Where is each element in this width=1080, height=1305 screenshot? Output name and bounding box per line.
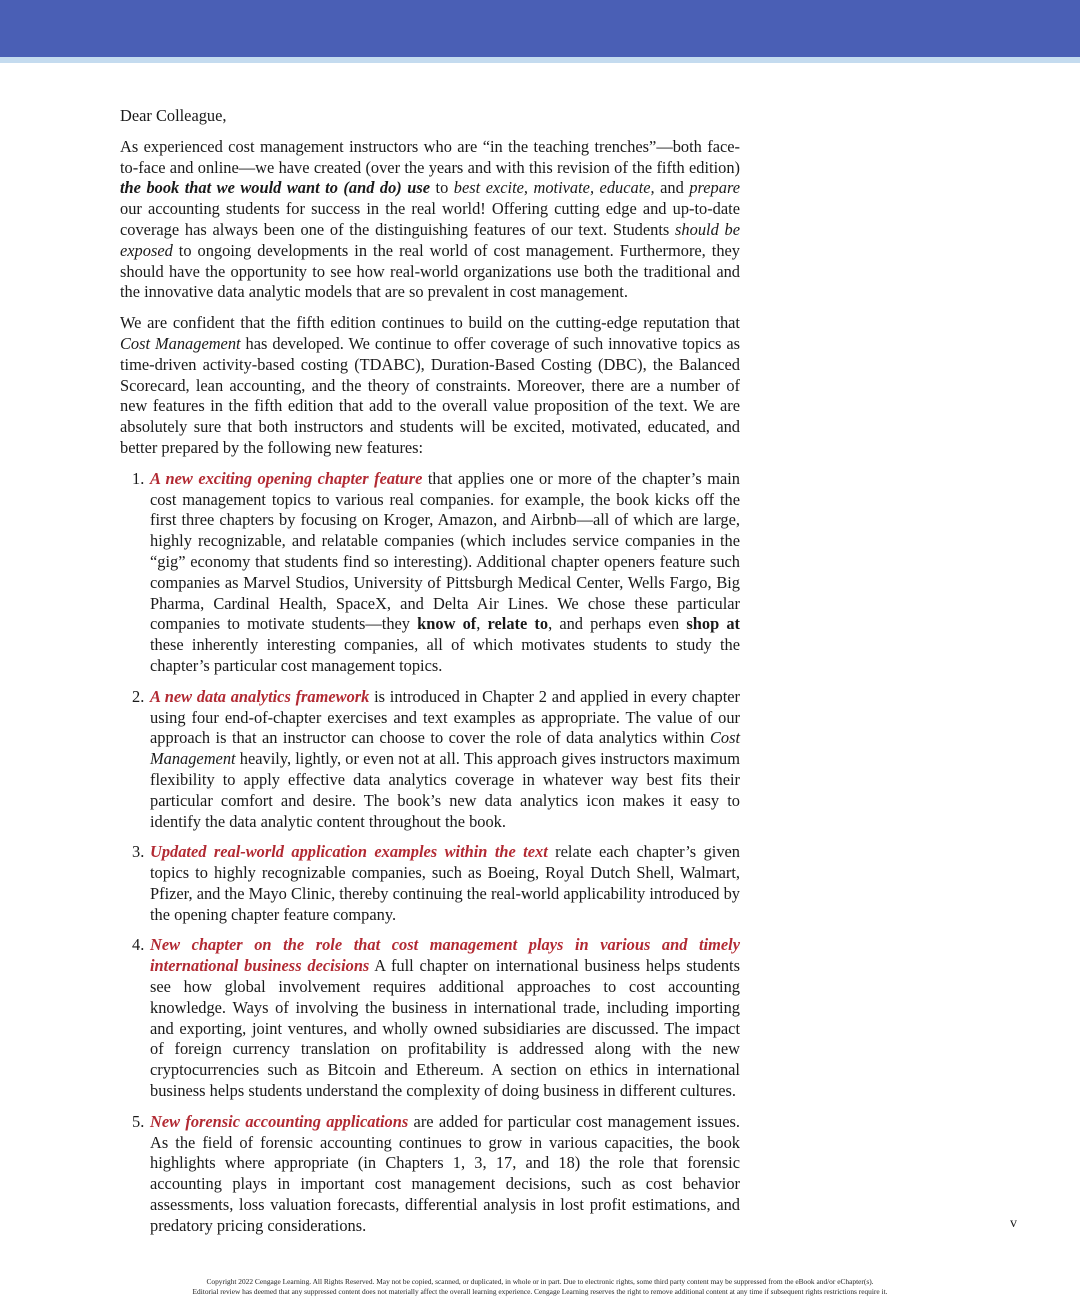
feature-number: 2. [132, 686, 145, 706]
feature-number: 4. [132, 935, 145, 955]
feature-text: relate each chapter’s given topics to highly recognizable companies, such as Boeing, Royal Dutch Shell, Walmart, Pfizer, and the Mayo Clinic, thereby continuing the real-world applicability introduced by the opening chapter feature company. [150, 842, 740, 924]
p1-emphasis-verbs: best excite, motivate, educate, [453, 178, 655, 198]
feature-title: A new exciting opening chapter feature [150, 468, 423, 488]
p2-text-c: has developed. We continue to offer coverage of such innovative topics as time-driven activity-based costing (TDABC), Duration-Based Costing (DBC), the Balanced Scorecard, lean accounting, and the theory of constraints. Moreover, there are a number of new features in the fifth edition that add to the overall value proposition of the text. We are absolutely sure that both instructors and students will be excited, motivated, educated, and better prepared by the following new features: [120, 333, 741, 457]
feature-text: heavily, lightly, or even not at all. This approach gives instructors maximum flexibility to apply effective data analytics coverage in whatever way best fits their particular comfort and desire. The book’s new data analytics icon makes it easy to identify the data analytic content throughout the book. [150, 749, 740, 831]
footer-line-1: Copyright 2022 Cengage Learning. All Rights Reserved. May not be copied, scanned, or duplicated, in whole or in part. Due to electronic rights, some third party content may be suppressed from the eBook and/or eChapter(s). [206, 1277, 874, 1286]
salutation: Dear Colleague, [120, 106, 227, 125]
feature-text: , [476, 614, 488, 634]
new-features-list [120, 469, 740, 1237]
p1-text-e: and [654, 178, 690, 198]
feature-item-real-world [120, 842, 740, 925]
p2-book-title: Cost Management [120, 333, 241, 353]
header-stripe [0, 57, 1080, 63]
feature-title: A new data analytics framework [150, 686, 370, 706]
feature-number: 3. [132, 842, 145, 862]
feature-bold-relate-to: relate to [487, 614, 549, 634]
page-number: v [1010, 1216, 1017, 1231]
feature-text: is introduced in Chapter 2 and applied in every chapter using four end-of-chapter exercises and text examples as appropriate. The value of our approach is that an instructor can choose to cover the role of data analytics within [150, 686, 740, 748]
feature-title: New chapter on the role that cost management plays in various and timely international business decisions [150, 935, 740, 976]
feature-text: these inherently interesting companies, all of which motivates students to study the chapter’s particular cost management topics. [150, 635, 740, 675]
feature-bold-know-of: know of [417, 614, 477, 634]
p1-text-a: As experienced cost management instructors who are “in the teaching trenches”—both face-to-face and online—we have created (over the years and with this revision of the fifth edition) [120, 136, 740, 177]
feature-number: 5. [132, 1111, 145, 1131]
feature-bold-shop-at: shop at [686, 614, 741, 634]
feature-book-title: Cost Management [150, 728, 740, 769]
p1-text-c: to [430, 178, 454, 198]
feature-item-forensic [120, 1112, 740, 1237]
feature-item-international [120, 935, 740, 1101]
feature-text: are added for particular cost management issues. As the field of forensic accounting continues to grow in various capacities, the book highlights where appropriate (in Chapters 1, 3, 17, and 18) the role that forensic accounting plays in important cost management decisions, such as cost behavior assessments, loss valuation forecasts, differential analysis in lost profit estimations, and predatory pricing considerations. [150, 1111, 740, 1235]
feature-text: A full chapter on international business helps students see how global involvement requires additional approaches to cost accounting knowledge. Ways of involving the business in international trade, including importing and exporting, joint ventures, and wholly owned subsidiaries are discussed. The impact of foreign currency translation on profitability is addressed along with the new cryptocurrencies such as Bitcoin and Ethereum. A section on ethics in international business helps students understand the complexity of doing business in different cultures. [150, 956, 740, 1101]
p1-text-g: our accounting students for success in the real world! Offering cutting edge and up-to-date coverage has always been one of the distinguishing features of our text. Students [120, 199, 740, 239]
p2-text-a: We are confident that the fifth edition continues to build on the cutting-edge reputation that [120, 313, 740, 333]
feature-item-data-analytics [120, 687, 740, 833]
paragraph-intro [120, 137, 740, 303]
feature-number: 1. [132, 468, 145, 488]
p1-emphasis-exposed: should be exposed [120, 219, 740, 260]
p1-text-i: to ongoing developments in the real world of cost management. Furthermore, they should have the opportunity to see how real-world organizations use both the traditional and the innovative data analytic models that are so prevalent in cost management. [120, 240, 740, 302]
header-band [0, 0, 1080, 57]
p1-emphasis-prepare: prepare [689, 178, 740, 198]
feature-text: that applies one or more of the chapter’s main cost management topics to various real companies. for example, the book kicks off the first three chapters by focusing on Kroger, Amazon, and Airbnb—all of which are large, highly recognizable, and relatable companies (which includes service companies in the “gig” economy that students find so interesting). Additional chapter openers feature such companies as Marvel Studios, University of Pittsburgh Medical Center, Wells Fargo, Big Pharma, Cardinal Health, SpaceX, and Delta Air Lines. We chose these particular companies to motivate students—they [150, 468, 740, 634]
feature-text: , and perhaps even [548, 614, 687, 634]
p1-emphasis-book: the book that we would want to (and do) use [120, 178, 431, 198]
footer-line-2: Editorial review has deemed that any suppressed content does not materially affect the overall learning experience. Cengage Learning reserves the right to remove additional content at any time if subsequent rights restrictions require it. [192, 1287, 888, 1296]
paragraph-confidence [120, 313, 740, 459]
feature-title: Updated real-world application examples within the text [150, 842, 548, 862]
feature-title: New forensic accounting applications [150, 1111, 409, 1131]
letter-body [120, 106, 740, 1247]
feature-item-opening-chapter [120, 469, 740, 677]
copyright-footer [0, 1277, 1080, 1297]
